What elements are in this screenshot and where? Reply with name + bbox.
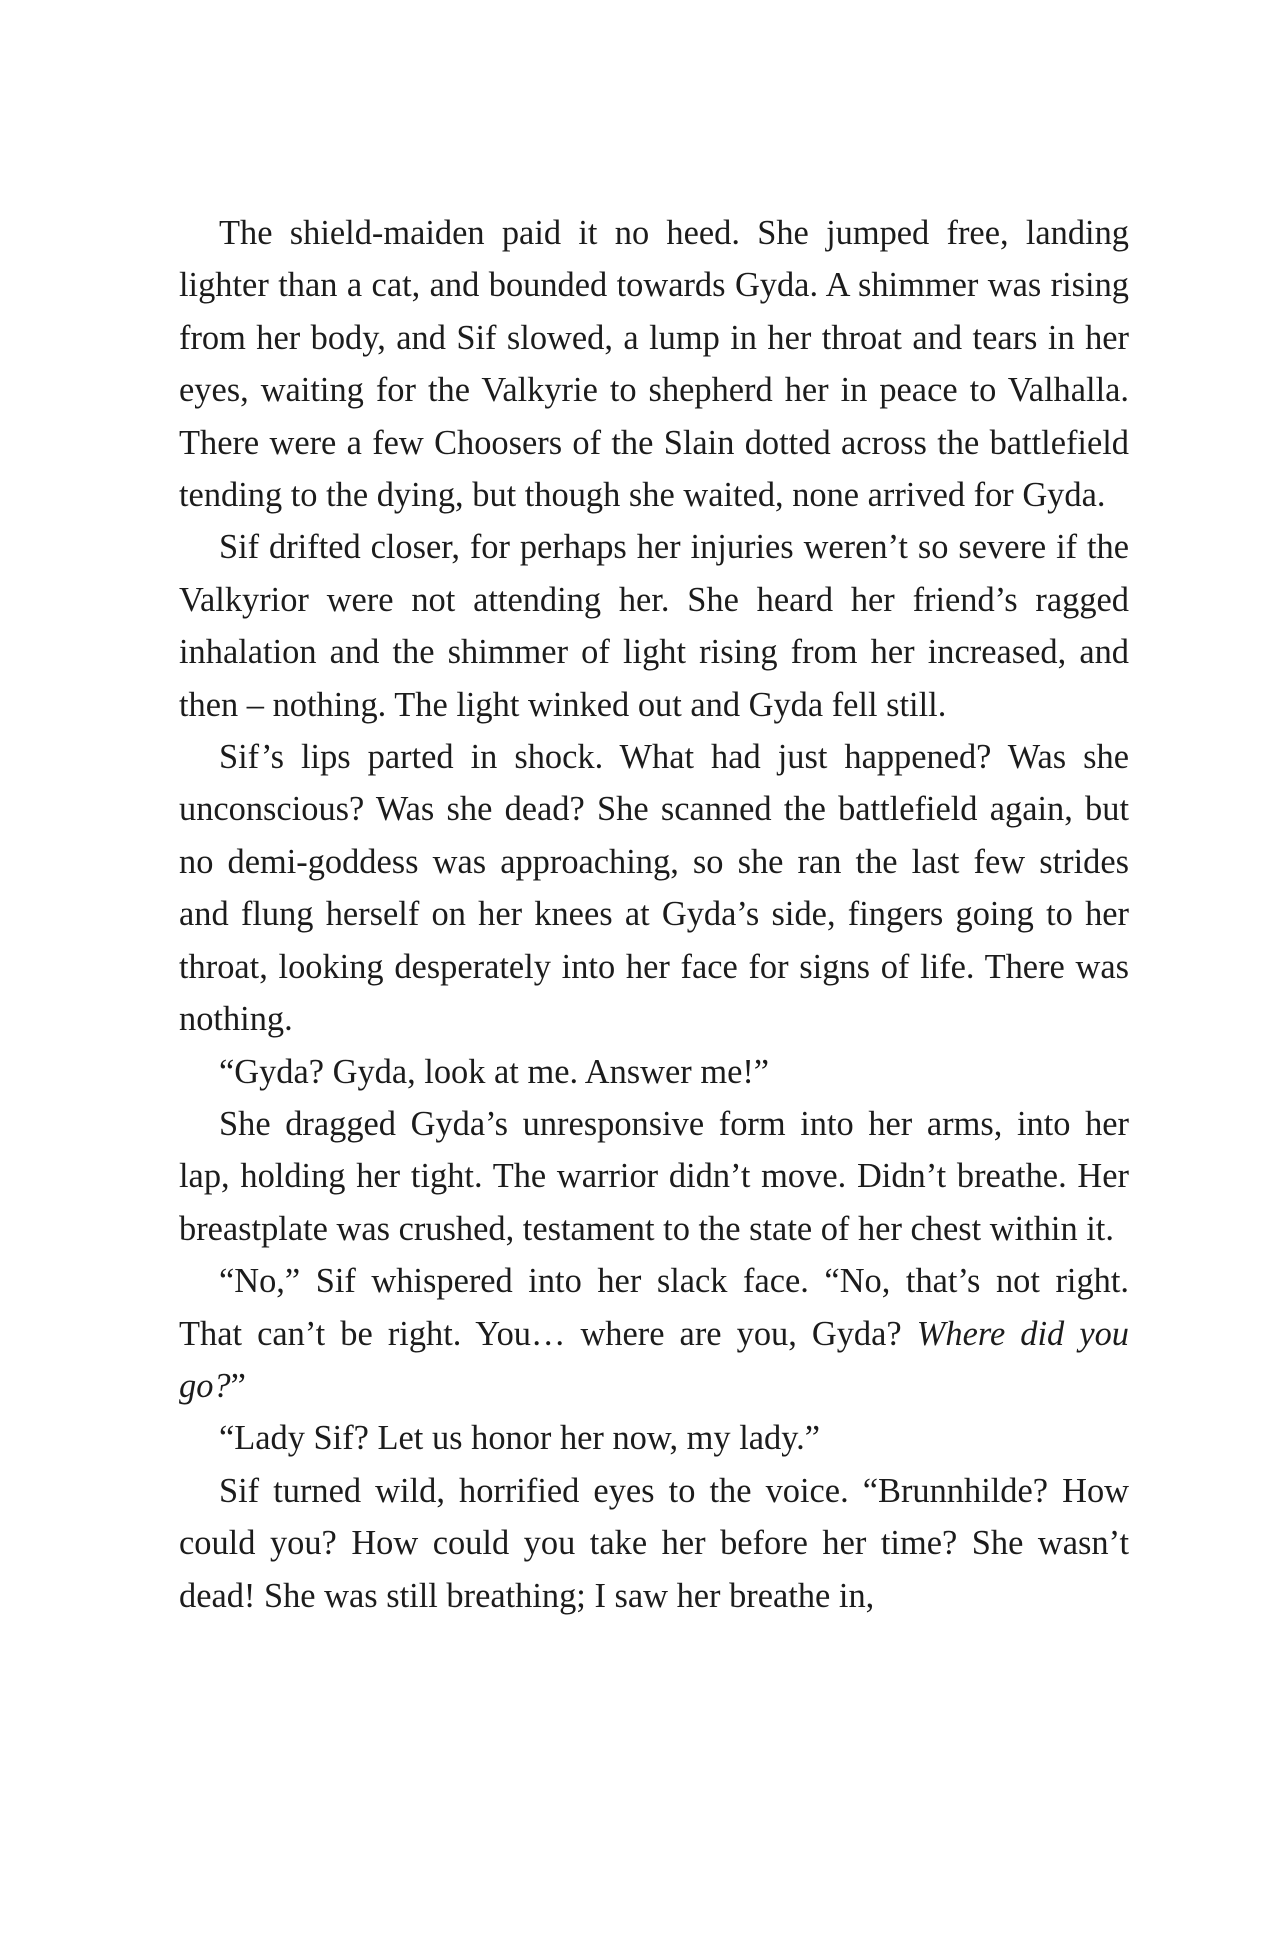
paragraph-3: Sif’s lips parted in shock. What had just happened? Was she unconscious? Was she dead? She scanned the battlefield again, but no demi-goddess was approaching, so she ran the last few strides and flung herself on her knees at Gyda’s side, fingers going to her throat, looking desperately into her face for signs of life. There was nothing. <box>179 738 1129 1039</box>
paragraph-7: “Lady Sif? Let us honor her now, my lady.” <box>219 1419 821 1458</box>
paragraph-5: She dragged Gyda’s unresponsive form into her arms, into her lap, holding her tight. The warrior didn’t move. Didn’t breathe. Her breastplate was crushed, testament to the state of her chest within it. <box>179 1104 1129 1248</box>
page-body-text <box>179 207 1129 1622</box>
paragraph-4: “Gyda? Gyda, look at me. Answer me!” <box>219 1052 770 1091</box>
paragraph-8: Sif turned wild, horrified eyes to the voice. “Brunnhilde? How could you? How could you take her before her time? She wasn’t dead! She was still breathing; I saw her breathe in, <box>179 1471 1129 1615</box>
paragraph-6 <box>179 1255 1129 1412</box>
paragraph-6-closing-quote: ” <box>230 1366 246 1405</box>
paragraph-1: The shield-maiden paid it no heed. She jumped free, landing lighter than a cat, and bounded towards Gyda. A shimmer was rising from her body, and Sif slowed, a lump in her throat and tears in her eyes, waiting for the Valkyrie to shepherd her in peace to Valhalla. There were a few Choosers of the Slain dotted across the battlefield tending to the dying, but though she waited, none arrived for Gyda. <box>179 214 1129 515</box>
paragraph-6-italic: Where did you go? <box>179 1314 1129 1405</box>
paragraph-6-text: “No,” Sif whispered into her slack face. “No, that’s not right. That can’t be right. You… where are you, Gyda? <box>179 1262 1129 1353</box>
paragraph-2: Sif drifted closer, for perhaps her injuries weren’t so severe if the Valkyrior were not attending her. She heard her friend’s ragged inhalation and the shimmer of light rising from her increased, and then – nothing. The light winked out and Gyda fell still. <box>179 528 1129 724</box>
